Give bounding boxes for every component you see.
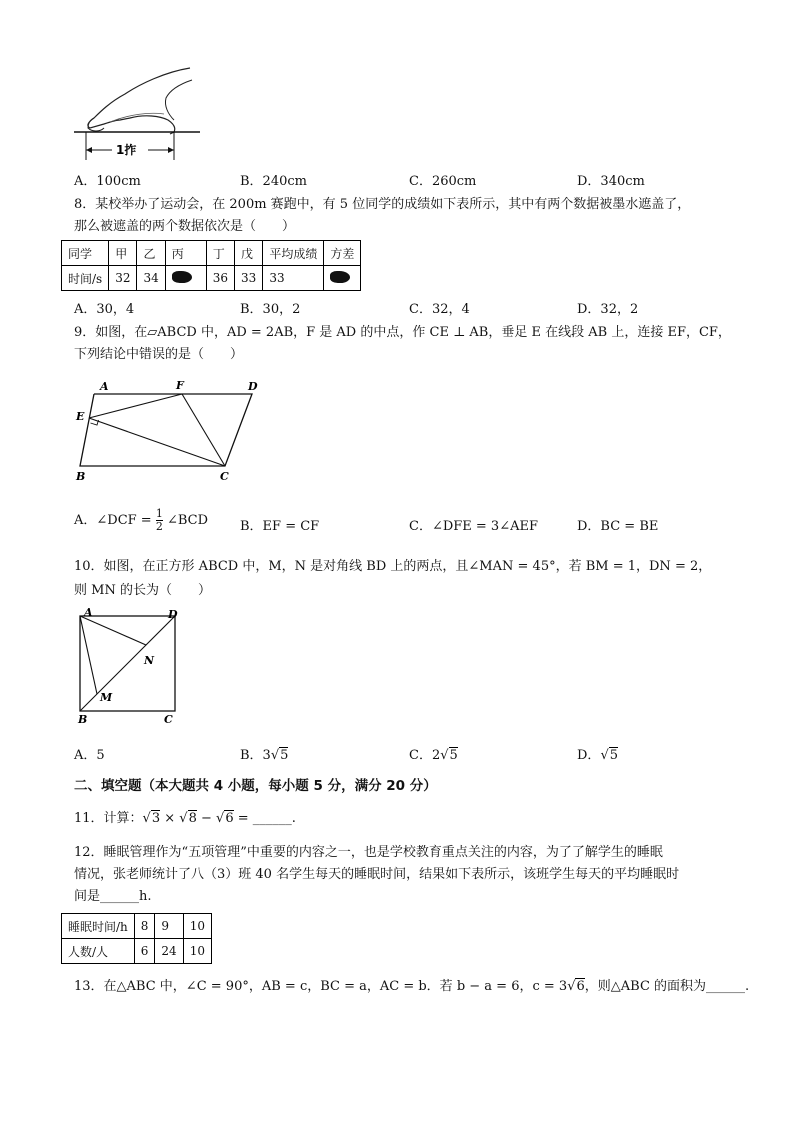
table-cell: 方差 [324, 241, 361, 266]
radicand: 3 [151, 811, 161, 826]
q10-option-b: B．3√5 [240, 748, 289, 763]
q11-suffix: = ______. [233, 811, 296, 826]
label-m: M [100, 691, 113, 704]
table-cell: 9 [155, 914, 183, 939]
table-cell: 10 [183, 914, 211, 939]
q9-option-c: C．∠DFE = 3∠AEF [409, 519, 538, 534]
table-row [62, 241, 361, 266]
table-cell: 平均成绩 [263, 241, 324, 266]
radicand: 5 [449, 748, 458, 763]
q8-option-c: C．32，4 [409, 302, 470, 317]
label-f: F [176, 379, 184, 392]
option-prefix: C．2 [409, 748, 441, 763]
table-cell: 戊 [235, 241, 263, 266]
option-prefix: D． [577, 748, 601, 763]
ink-blot-icon [172, 271, 192, 283]
label-a: A [100, 380, 109, 393]
table-cell: 32 [109, 266, 137, 291]
q7-option-b: B．240cm [240, 174, 307, 189]
q9-parallelogram-figure [70, 378, 270, 484]
radicand: 6 [225, 811, 234, 826]
q8-option-a: A．30，4 [74, 302, 135, 317]
table-cell: 时间/s [62, 266, 109, 291]
q7-option-d: D．340cm [577, 174, 645, 189]
label-a: A [84, 606, 93, 619]
fraction [156, 508, 163, 533]
label-n: N [144, 654, 155, 667]
q8-line2: 那么被遮盖的两个数据依次是（ ） [74, 219, 296, 234]
table-cell: 人数/人 [62, 939, 135, 964]
ink-blot-icon [330, 271, 350, 283]
table-row [62, 939, 212, 964]
label-c: C [220, 470, 229, 483]
q10-option-c: C．2√5 [409, 748, 458, 763]
label-d: D [168, 608, 178, 621]
table-row [62, 914, 212, 939]
label-e: E [76, 410, 85, 423]
table-row [62, 266, 361, 291]
q9-option-a [74, 508, 208, 533]
table-cell: 33 [263, 266, 324, 291]
q8-option-d: D．32，2 [577, 302, 639, 317]
q10-square-figure [70, 606, 190, 726]
table-cell: 6 [134, 939, 155, 964]
table-cell: 8 [134, 914, 155, 939]
label-b: B [78, 713, 88, 726]
q9-option-b: B．EF = CF [240, 519, 320, 534]
table-cell: 丙 [165, 241, 206, 266]
option-a-prefix: A．∠DCF = [74, 513, 152, 528]
q9-option-d: D．BC = BE [577, 519, 659, 534]
option-prefix: B．3 [240, 748, 271, 763]
q12-line1: 12．睡眠管理作为“五项管理”中重要的内容之一，也是学校教育重点关注的内容，为了了解学生的睡眠 [74, 845, 663, 860]
ink-blot-cell [165, 266, 206, 291]
table-cell: 36 [206, 266, 234, 291]
q9-line1: 9．如图，在▱ABCD 中，AD = 2AB，F 是 AD 的中点，作 CE ⊥ AB，垂足 E 在线段 AB 上，连接 EF，CF， [74, 325, 731, 340]
table-cell: 同学 [62, 241, 109, 266]
q12-line3: 间是______h. [74, 889, 152, 904]
numerator: 1 [155, 507, 163, 520]
q12-table [61, 913, 212, 964]
table-cell: 甲 [109, 241, 137, 266]
table-cell: 乙 [137, 241, 165, 266]
hand-span-figure [70, 62, 210, 162]
q13-prefix: 13．在△ABC 中，∠C = 90°，AB = c，BC = a，AC = b．若 b − a = 6，c = 3 [74, 979, 568, 994]
q8-table [61, 240, 361, 291]
ink-blot-cell [324, 266, 361, 291]
q11-prefix: 11．计算： [74, 811, 143, 826]
span-label: 1拃 [116, 143, 137, 157]
radicand: 5 [609, 748, 619, 763]
denominator: 2 [155, 520, 163, 533]
q13-line: 13．在△ABC 中，∠C = 90°，AB = c，BC = a，AC = b．若 b − a = 6，c = 3√6，则△ABC 的面积为______. [74, 979, 750, 994]
label-d: D [248, 380, 258, 393]
option-a-suffix: ∠BCD [166, 513, 209, 528]
radicand: 6 [576, 979, 585, 994]
q10-option-a: A．5 [74, 748, 105, 763]
q7-option-a: A．100cm [74, 174, 141, 189]
label-b: B [76, 470, 86, 483]
table-cell: 丁 [206, 241, 234, 266]
q10-option-d: D．√5 [577, 748, 619, 763]
table-cell: 33 [235, 266, 263, 291]
radicand: 8 [188, 811, 197, 826]
label-c: C [164, 713, 173, 726]
q10-line2: 则 MN 的长为（ ） [74, 583, 211, 598]
q12-line2: 情况，张老师统计了八（3）班 40 名学生每天的睡眠时间，结果如下表所示，该班学生每天的平均睡眠时 [74, 867, 680, 882]
radicand: 5 [280, 748, 289, 763]
table-cell: 睡眠时间/h [62, 914, 135, 939]
q9-line2: 下列结论中错误的是（ ） [74, 347, 244, 362]
q8-line1: 8．某校举办了运动会，在 200m 赛跑中，有 5 位同学的成绩如下表所示，其中有两个数据被墨水遮盖了， [74, 197, 691, 212]
table-cell: 34 [137, 266, 165, 291]
q11-line: 11．计算：√3 × √8 − √6 = ______. [74, 811, 296, 826]
q7-option-c: C．260cm [409, 174, 477, 189]
table-cell: 24 [155, 939, 183, 964]
table-cell: 10 [183, 939, 211, 964]
q8-option-b: B．30，2 [240, 302, 301, 317]
section-heading: 二、填空题（本大题共 4 小题，每小题 5 分，满分 20 分） [74, 778, 437, 794]
q13-suffix: ，则△ABC 的面积为______. [584, 979, 750, 994]
q10-line1: 10．如图，在正方形 ABCD 中，M，N 是对角线 BD 上的两点，且∠MAN = 45°，若 BM = 1，DN = 2， [74, 559, 712, 574]
